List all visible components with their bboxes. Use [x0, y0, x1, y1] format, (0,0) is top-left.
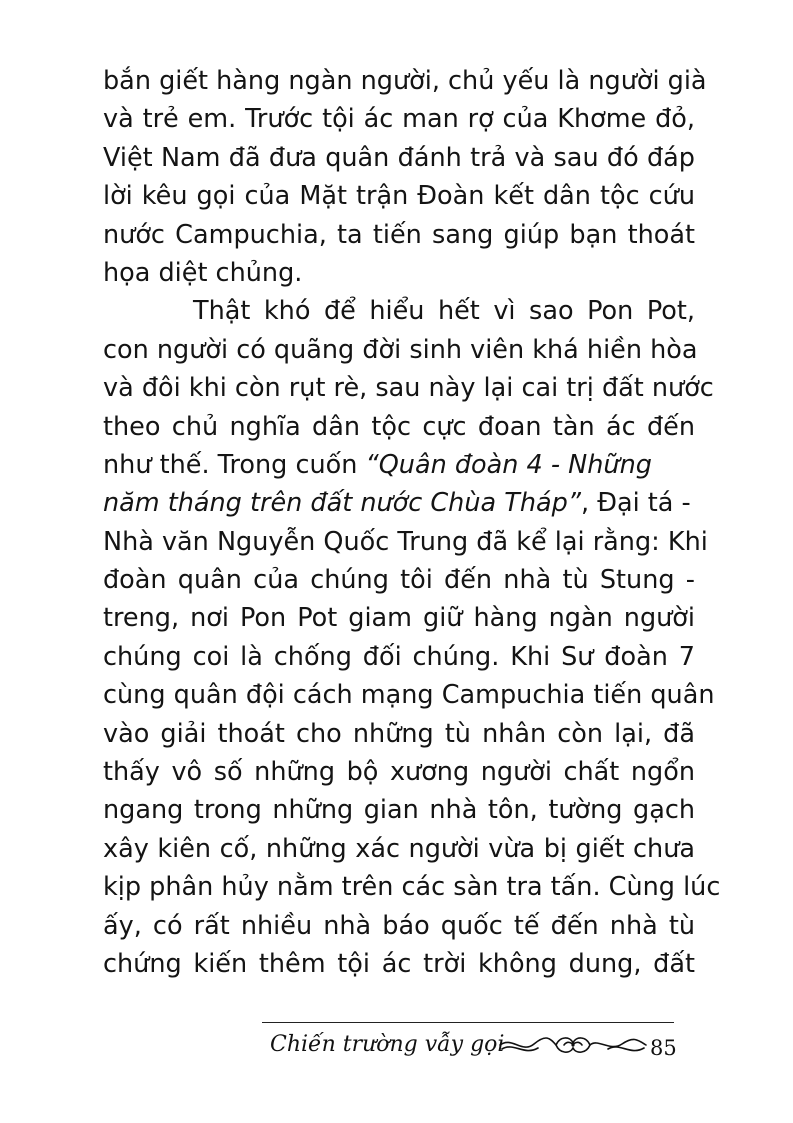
text-line: ấy, có rất nhiều nhà báo quốc tế đến nhà tù: [103, 910, 695, 941]
text-line: chứng kiến thêm tội ác trời không dung, đất: [103, 948, 695, 979]
book-title-italic: “Quân đoàn 4 - Những: [365, 449, 652, 480]
text-line: Nhà văn Nguyễn Quốc Trung đã kể lại rằng: Khi: [103, 526, 708, 557]
text-line: [103, 446, 695, 484]
text-line: vào giải thoát cho những tù nhân còn lại, đã: [103, 718, 695, 749]
decorative-flourish-icon: [498, 1032, 648, 1058]
paragraph-first-line: Thật khó để hiểu hết vì sao Pon Pot,: [193, 296, 695, 327]
text-line: treng, nơi Pon Pot giam giữ hàng ngàn người: [103, 603, 695, 634]
text-line: và đôi khi còn rụt rè, sau này lại cai trị đất nước: [103, 373, 714, 404]
text-line: theo chủ nghĩa dân tộc cực đoan tàn ác đến: [103, 411, 695, 442]
text-line: nước Campuchia, ta tiến sang giúp bạn thoát: [103, 219, 695, 250]
text-line: kịp phân hủy nằm trên các sàn tra tấn. Cùng lúc: [103, 872, 721, 903]
text-line: ngang trong những gian nhà tôn, tường gạch: [103, 795, 695, 826]
footer-divider: [262, 1022, 674, 1023]
page-number: 85: [650, 1036, 677, 1060]
text-line: [103, 484, 695, 522]
page-footer: [262, 1018, 680, 1058]
text-line: cùng quân đội cách mạng Campuchia tiến quân: [103, 680, 715, 711]
book-title-italic: năm tháng trên đất nước Chùa Tháp”: [103, 488, 582, 519]
running-book-title: Chiến trường vẫy gọi: [270, 1032, 505, 1057]
text-line: lời kêu gọi của Mặt trận Đoàn kết dân tộc cứu: [103, 181, 695, 212]
text-line: họa diệt chủng.: [103, 257, 303, 288]
text-line: bắn giết hàng ngàn người, chủ yếu là người già: [103, 66, 707, 96]
text-line: chúng coi là chống đối chúng. Khi Sư đoàn 7: [103, 641, 695, 672]
text-line: thấy vô số những bộ xương người chất ngổn: [103, 757, 695, 788]
text-run: , Đại tá -: [581, 488, 691, 519]
body-text: [103, 62, 721, 983]
text-line: và trẻ em. Trước tội ác man rợ của Khơme đỏ,: [103, 104, 695, 135]
text-line: xây kiên cố, những xác người vừa bị giết chưa: [103, 833, 695, 864]
text-line: đoàn quân của chúng tôi đến nhà tù Stung -: [103, 565, 695, 596]
text-line: con người có quãng đời sinh viên khá hiền hòa: [103, 334, 698, 365]
text-line: Việt Nam đã đưa quân đánh trả và sau đó đáp: [103, 142, 695, 173]
text-run: như thế. Trong cuốn: [103, 449, 366, 480]
